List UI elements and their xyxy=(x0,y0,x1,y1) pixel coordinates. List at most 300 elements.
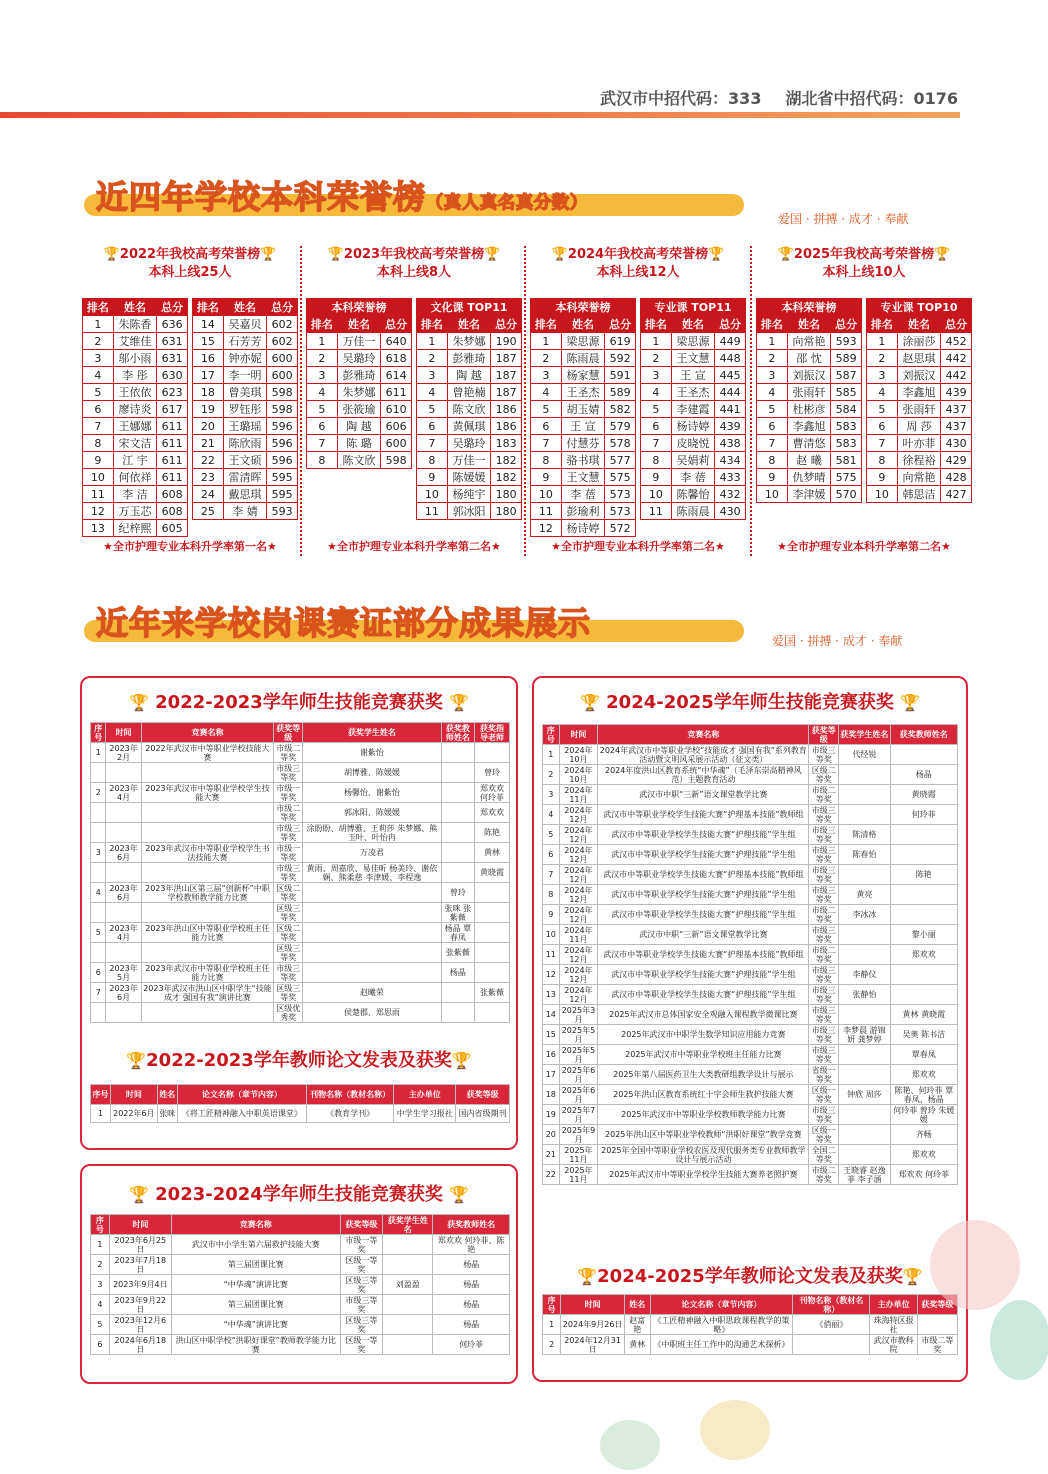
cell: “中华魂”演讲比赛 xyxy=(171,1315,340,1335)
trophy-icon: 🏆 xyxy=(449,693,470,712)
trophy-icon: 🏆 xyxy=(708,247,725,262)
cell: 杨纯宇 xyxy=(447,486,490,503)
cell: 9 xyxy=(543,905,560,925)
table-row xyxy=(531,520,636,537)
cell: 3 xyxy=(83,350,114,367)
cell: 郭冰阳、陈媛媛 xyxy=(303,803,441,823)
table-row xyxy=(543,1045,958,1065)
year-subtitle: 本科上线12人 xyxy=(596,265,680,280)
table-row xyxy=(193,435,298,452)
cell: 630 xyxy=(157,367,188,384)
cell: 区级一等奖 xyxy=(809,1125,839,1145)
cell: 591 xyxy=(605,367,636,384)
table-row xyxy=(91,803,510,823)
cell: 齐畅 xyxy=(890,1125,957,1145)
cell: 何依祥 xyxy=(113,469,156,486)
cell: 叶亦菲 xyxy=(897,435,940,452)
cell: 589 xyxy=(831,350,862,367)
table-row xyxy=(543,965,958,985)
table-row xyxy=(641,503,746,520)
cell xyxy=(839,925,890,945)
table-row xyxy=(83,469,188,486)
table-row xyxy=(193,333,298,350)
cell: 442 xyxy=(941,367,972,384)
cell: 430 xyxy=(941,435,972,452)
table-row xyxy=(531,384,636,401)
col-score: 总分 xyxy=(831,316,862,333)
cell xyxy=(303,903,441,923)
col-header: 时间 xyxy=(110,1085,157,1105)
trophy-icon: 🏆 xyxy=(577,1267,598,1286)
cell: 7 xyxy=(641,435,672,452)
cell: 12 xyxy=(83,503,114,520)
cell: 433 xyxy=(715,469,746,486)
trophy-icon: 🏆 xyxy=(777,247,794,262)
cell: 438 xyxy=(715,435,746,452)
cell: 张紫薇 xyxy=(441,943,474,963)
cell: 2 xyxy=(867,350,898,367)
table-row xyxy=(417,452,522,469)
cell xyxy=(475,923,510,943)
cell: 570 xyxy=(831,486,862,503)
cell xyxy=(441,863,474,883)
cell: 7 xyxy=(91,983,106,1003)
cell: 李 蓓 xyxy=(561,486,604,503)
panel-title: 🏆 2024-2025学年师生技能竞赛获奖 🏆 xyxy=(579,692,921,713)
cell: 区级三等奖 xyxy=(340,1275,382,1295)
cell: 1 xyxy=(543,1315,561,1335)
cell: 187 xyxy=(491,367,522,384)
cell: 593 xyxy=(831,333,862,350)
table-caption: 本科荣誉榜 xyxy=(307,299,412,316)
cell: 589 xyxy=(605,384,636,401)
cell: 2025年洪山区教育系统红十字会师生救护技能大赛 xyxy=(598,1085,809,1105)
cell: 2025年武汉市总体国家安全观融入课程教学微课比赛 xyxy=(598,1005,809,1025)
cell: 432 xyxy=(715,486,746,503)
cell xyxy=(141,763,274,783)
cell: 2023年9月4日 xyxy=(109,1275,171,1295)
cell: 631 xyxy=(157,350,188,367)
cell: 611 xyxy=(157,469,188,486)
cell: 575 xyxy=(605,469,636,486)
col-header: 刊物名称（教材名称） xyxy=(307,1085,394,1105)
cell xyxy=(141,823,274,843)
cell: 杨晶 xyxy=(433,1255,510,1275)
cell: 11 xyxy=(641,503,672,520)
cell: 2023年7月18日 xyxy=(109,1255,171,1275)
cell xyxy=(106,1003,141,1023)
cell: 2023年2月 xyxy=(106,743,141,763)
cell: 16 xyxy=(543,1045,560,1065)
cell: 区级优秀奖 xyxy=(274,1003,303,1023)
cell: 国内省级期刊 xyxy=(456,1105,510,1123)
cell: 3 xyxy=(757,367,788,384)
cell: 郑欢欢 xyxy=(890,1145,957,1165)
table-row xyxy=(757,469,862,486)
cell: 曾艳楠 xyxy=(447,384,490,401)
cell: 杨晶 xyxy=(433,1315,510,1335)
cell: 艾维佳 xyxy=(113,333,156,350)
table-row xyxy=(193,316,298,333)
col-header: 获奖指导老师 xyxy=(475,723,510,743)
col-header: 竞赛名称 xyxy=(141,723,274,743)
cell: 第三届团课比赛 xyxy=(171,1255,340,1275)
table-row xyxy=(641,418,746,435)
cell: 赵 曦 xyxy=(787,452,830,469)
cell: 444 xyxy=(715,384,746,401)
cell: 611 xyxy=(157,435,188,452)
col-name: 姓名 xyxy=(447,316,490,333)
cell: 市级三等奖 xyxy=(809,1025,839,1045)
cell: 186 xyxy=(491,401,522,418)
cell: 2025年9月 xyxy=(559,1125,598,1145)
col-header: 获奖学生姓名 xyxy=(383,1215,433,1235)
cell xyxy=(141,803,274,823)
cell: 武汉市中等职业学校学生技能大赛“护理技能”学生组 xyxy=(598,845,809,865)
table-row xyxy=(91,843,510,863)
cell: 582 xyxy=(605,401,636,418)
cell: 2 xyxy=(641,350,672,367)
table-row xyxy=(543,885,958,905)
cell: 439 xyxy=(715,418,746,435)
cell: 182 xyxy=(491,452,522,469)
table-row xyxy=(867,486,972,503)
cell: 596 xyxy=(267,418,298,435)
paper-table-2024 xyxy=(542,1294,958,1355)
cell: 187 xyxy=(491,350,522,367)
cell: 429 xyxy=(941,452,972,469)
cell: 11 xyxy=(531,503,562,520)
cell: 6 xyxy=(417,418,448,435)
cell: 2025年3月 xyxy=(559,1005,598,1025)
cell xyxy=(106,943,141,963)
table-row xyxy=(83,486,188,503)
col-header: 获奖学生姓名 xyxy=(303,723,441,743)
cell: 7 xyxy=(757,435,788,452)
cell: 598 xyxy=(381,452,412,469)
cell: 5 xyxy=(641,401,672,418)
cell xyxy=(303,943,441,963)
col-header: 主办单位 xyxy=(870,1295,917,1315)
col-name: 姓名 xyxy=(113,299,156,316)
cell: 钟欣 周莎 xyxy=(839,1085,890,1105)
cell: 2024年12月 xyxy=(559,885,598,905)
table-row xyxy=(531,350,636,367)
cell xyxy=(839,1045,890,1065)
cell: 2024年12月 xyxy=(559,865,598,885)
cell: 武汉市中等职业学校学生技能大赛“护理基本技能”教师组 xyxy=(598,945,809,965)
cell: 郑欢欢 何玲菲、陈艳 xyxy=(433,1235,510,1255)
cell: 曹清悠 xyxy=(787,435,830,452)
cell: 7 xyxy=(543,865,560,885)
table-row xyxy=(91,1235,510,1255)
cell: 2023年6月 xyxy=(106,843,141,863)
col-rank: 排名 xyxy=(417,316,448,333)
cell: 陈艳 xyxy=(890,865,957,885)
cell: 陈文欣 xyxy=(447,401,490,418)
cell: 3 xyxy=(417,367,448,384)
table-row xyxy=(417,384,522,401)
cell: 5 xyxy=(867,401,898,418)
cell: 市级三等奖 xyxy=(809,745,839,765)
table-row xyxy=(641,384,746,401)
cell: 市级三等奖 xyxy=(274,963,303,983)
cell: 18 xyxy=(193,384,224,401)
cell: 朱陈香 xyxy=(113,316,156,333)
cell xyxy=(383,1235,433,1255)
cell: 武汉市中小学生第六届救护技能大赛 xyxy=(171,1235,340,1255)
cell: 430 xyxy=(715,503,746,520)
cell: 584 xyxy=(831,401,862,418)
table-row xyxy=(417,350,522,367)
cell: 吴璐玲 xyxy=(447,435,490,452)
year-honor-header xyxy=(306,246,522,282)
col-rank: 排名 xyxy=(641,316,672,333)
cell: 2023年4月 xyxy=(106,923,141,943)
cell: 2025年6月 xyxy=(559,1085,598,1105)
cell: 刘盈盈 xyxy=(383,1275,433,1295)
table-row xyxy=(91,783,510,803)
cell: 7 xyxy=(531,435,562,452)
cell: 市级三等奖 xyxy=(274,863,303,883)
cell: 万佳一 xyxy=(447,452,490,469)
panel-title: 🏆 2022-2023学年师生技能竞赛获奖 🏆 xyxy=(128,692,470,713)
cell: 5 xyxy=(83,384,114,401)
table-row xyxy=(83,418,188,435)
cell: 8 xyxy=(83,435,114,452)
table-row xyxy=(543,785,958,805)
cell: 2025年6月 xyxy=(559,1065,598,1085)
cell: 杨晶 xyxy=(433,1275,510,1295)
table-row xyxy=(417,435,522,452)
cell: 187 xyxy=(491,384,522,401)
cell: 20 xyxy=(543,1125,560,1145)
cell: 市级二等奖 xyxy=(809,905,839,925)
cell: “中华魂”演讲比赛 xyxy=(171,1275,340,1295)
cell: 郭冰阳 xyxy=(447,503,490,520)
cell: 张咪 张紫薇 xyxy=(441,903,474,923)
cell: 武汉市中等职业学校学生技能大赛“护理技能”学生组 xyxy=(598,905,809,925)
table-row xyxy=(307,367,412,384)
cell: 张紫薇 xyxy=(475,983,510,1003)
cell xyxy=(91,943,106,963)
cell: 市级二等奖 xyxy=(274,743,303,763)
cell: 600 xyxy=(267,350,298,367)
cell: 636 xyxy=(157,316,188,333)
cell: 市级二等奖 xyxy=(809,1165,839,1185)
cell xyxy=(839,1145,890,1165)
cell: 427 xyxy=(941,486,972,503)
honor-section-title: 近四年学校本科荣誉榜（真人真名真分数） xyxy=(96,178,589,216)
cell: 雷清晖 xyxy=(223,469,266,486)
cell: 曾玲 xyxy=(475,763,510,783)
hubei-code: 湖北省中招代码：0176 xyxy=(785,89,958,108)
cell xyxy=(917,1315,957,1335)
cell: 王依依 xyxy=(113,384,156,401)
cell: 9 xyxy=(531,469,562,486)
cell: 2 xyxy=(83,333,114,350)
table-caption: 专业课 TOP11 xyxy=(641,299,746,316)
year-honor-tables xyxy=(82,298,298,537)
cell: 11 xyxy=(543,945,560,965)
table-row xyxy=(531,469,636,486)
cell: 曾玲 xyxy=(441,883,474,903)
trophy-icon: 🏆 xyxy=(260,247,277,262)
cell: 10 xyxy=(641,486,672,503)
cell: 陈馨怡 xyxy=(671,486,714,503)
cell: 4 xyxy=(91,1295,110,1315)
cell: 2 xyxy=(91,783,106,803)
cell: 黄晓霞 xyxy=(890,785,957,805)
trophy-icon: 🏆 xyxy=(449,1185,470,1204)
year-honor-header xyxy=(530,246,746,282)
table-row xyxy=(543,945,958,965)
table-row xyxy=(543,1125,958,1145)
cell xyxy=(106,863,141,883)
cell: 2025年5月 xyxy=(559,1045,598,1065)
cell: 1 xyxy=(307,333,338,350)
cell: 杨晶 xyxy=(433,1295,510,1315)
table-row xyxy=(867,367,972,384)
table-row xyxy=(531,401,636,418)
cell: 李 洁 xyxy=(113,486,156,503)
table-row xyxy=(543,1165,958,1185)
table-caption: 专业课 TOP10 xyxy=(867,299,972,316)
table-row xyxy=(91,1105,510,1123)
cell: 2023年12月6日 xyxy=(109,1315,171,1335)
cell: 省级一等奖 xyxy=(809,1065,839,1085)
cell: 10 xyxy=(531,486,562,503)
cell: 市级二等奖 xyxy=(809,945,839,965)
table-row xyxy=(307,452,412,469)
cell: 洪山区中职学校“洪职好课堂”教师教学能力比赛 xyxy=(171,1335,340,1355)
cell: 刘振汉 xyxy=(897,367,940,384)
cell: 602 xyxy=(267,316,298,333)
cell: 10 xyxy=(543,925,560,945)
cell: 陈雨晨 xyxy=(561,350,604,367)
cell: 区级三等奖 xyxy=(340,1315,382,1335)
col-header: 时间 xyxy=(109,1215,171,1235)
cell: 5 xyxy=(91,1315,110,1335)
cell: 437 xyxy=(941,401,972,418)
cell: 2025年11月 xyxy=(559,1145,598,1165)
table-row xyxy=(91,1295,510,1315)
table-row xyxy=(83,316,188,333)
cell: 区级三等奖 xyxy=(274,943,303,963)
cell: 608 xyxy=(157,503,188,520)
col-name: 姓名 xyxy=(787,316,830,333)
cell: 王娜娜 xyxy=(113,418,156,435)
cell: 李 彤 xyxy=(113,367,156,384)
cell: 23 xyxy=(193,469,224,486)
cell: 7 xyxy=(867,435,898,452)
cell: 2 xyxy=(91,1255,110,1275)
cell: 万佳一 xyxy=(337,333,380,350)
cell: 617 xyxy=(157,401,188,418)
cell: 市级二等奖 xyxy=(809,785,839,805)
cell: 朱梦娜 xyxy=(337,384,380,401)
col-header: 序号 xyxy=(91,723,106,743)
cell: 2023年武汉市中等职业学校学生技能大赛 xyxy=(141,783,274,803)
cell: 李 婧 xyxy=(223,503,266,520)
cell: 581 xyxy=(831,452,862,469)
cell: 王圣杰 xyxy=(671,384,714,401)
cell: 183 xyxy=(491,435,522,452)
award-panel-2024 xyxy=(532,676,968,1382)
cell: 市级二等奖 xyxy=(274,803,303,823)
col-header: 竞赛名称 xyxy=(598,725,809,745)
cell xyxy=(441,983,474,1003)
table-row xyxy=(543,1085,958,1105)
cell xyxy=(890,965,957,985)
table-row xyxy=(531,503,636,520)
cell xyxy=(91,803,106,823)
cell: 3 xyxy=(543,785,560,805)
cell: 1 xyxy=(531,333,562,350)
col-score: 总分 xyxy=(605,316,636,333)
cell: 陈 璐 xyxy=(337,435,380,452)
table-row xyxy=(83,333,188,350)
col-header: 时间 xyxy=(559,725,598,745)
cell: 侯楚郡、郑思雨 xyxy=(303,1003,441,1023)
cell: 市级二等奖 xyxy=(917,1335,957,1355)
year-footnote: ★全市护理专业本科升学率第一名★ xyxy=(103,540,277,553)
cell: 19 xyxy=(543,1105,560,1125)
table-row xyxy=(91,883,510,903)
cell: 2025年武汉市中等职业学校教师教学能力比赛 xyxy=(598,1105,809,1125)
cell: 606 xyxy=(381,418,412,435)
cell: 2024年10月 xyxy=(559,745,598,765)
cell: 619 xyxy=(605,333,636,350)
cell xyxy=(793,1335,870,1355)
cell: 胡博雅、陈媛媛 xyxy=(303,763,441,783)
col-score: 总分 xyxy=(381,316,412,333)
cell: 1 xyxy=(91,1105,111,1123)
table-row xyxy=(307,350,412,367)
results-slogan: 爱国 · 拼搏 · 成才 · 奉献 xyxy=(772,634,903,648)
cell: 市级三等奖 xyxy=(809,1045,839,1065)
cell: 583 xyxy=(831,435,862,452)
cell: 5 xyxy=(531,401,562,418)
cell xyxy=(839,785,890,805)
cell: 2 xyxy=(757,350,788,367)
cell: 《俏丽》 xyxy=(793,1315,870,1335)
cell xyxy=(890,985,957,1005)
cell xyxy=(141,863,274,883)
cell: 曾美琪 xyxy=(223,384,266,401)
cell: 全国二等奖 xyxy=(809,1145,839,1165)
cell: 区级二等奖 xyxy=(274,883,303,903)
col-score: 总分 xyxy=(157,299,188,316)
cell: 5 xyxy=(543,825,560,845)
award-table-2022 xyxy=(90,722,510,1023)
cell: 5 xyxy=(417,401,448,418)
cell: 596 xyxy=(267,435,298,452)
table-row xyxy=(307,401,412,418)
cell: 2024年11月 xyxy=(559,785,598,805)
cell: 杨晶 xyxy=(441,963,474,983)
table-row xyxy=(757,486,862,503)
table-row xyxy=(193,350,298,367)
table-row xyxy=(757,435,862,452)
cell: 杨诗婷 xyxy=(561,520,604,537)
table-row xyxy=(641,486,746,503)
cell xyxy=(890,825,957,845)
cell: 4 xyxy=(757,384,788,401)
year-honor-tables xyxy=(756,298,972,503)
table-row xyxy=(83,401,188,418)
cell: 市级三等奖 xyxy=(809,805,839,825)
